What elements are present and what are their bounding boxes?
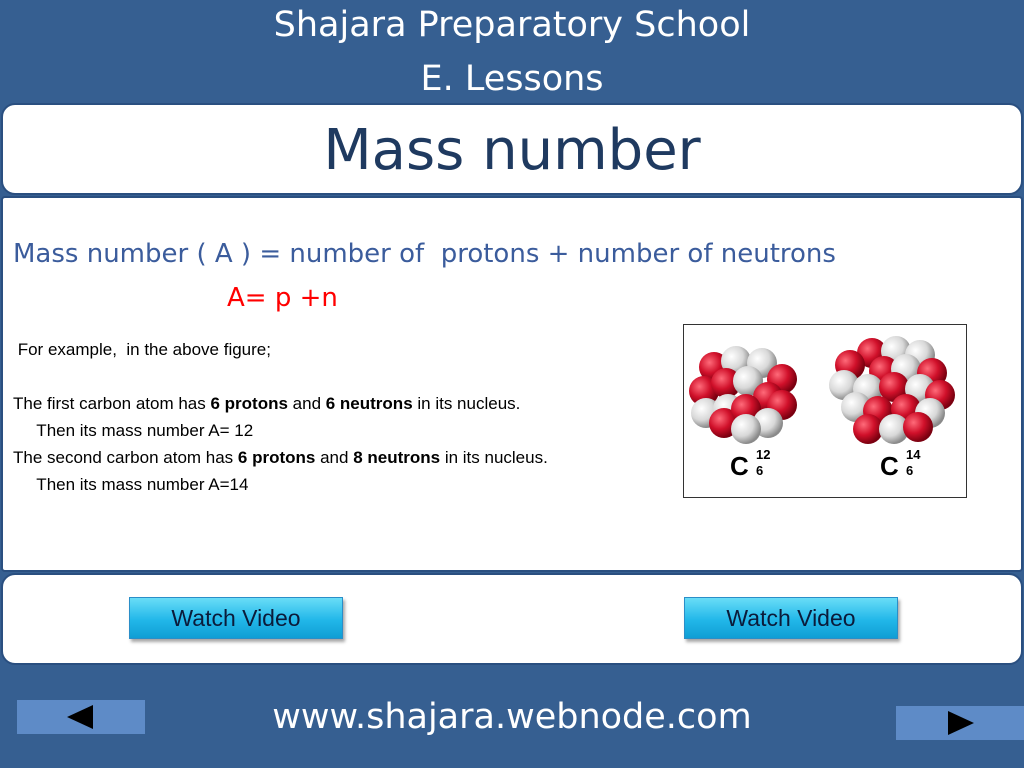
footer xyxy=(0,666,1024,768)
atom2-label xyxy=(880,447,921,481)
example-intro: For example, in the above figure; xyxy=(13,340,271,359)
atom1-neutrons: 6 neutrons xyxy=(325,394,413,413)
atom2-protons: 6 protons xyxy=(237,448,316,467)
atom1-prefix: The first carbon atom has xyxy=(13,394,211,413)
school-name: Shajara Preparatory School xyxy=(273,5,751,45)
atom2-result: Then its mass number A=14 xyxy=(13,475,249,494)
nucleus-c12 xyxy=(689,346,797,444)
atom1-label xyxy=(730,447,771,481)
previous-slide-button[interactable] xyxy=(17,700,145,734)
atom1-and: and xyxy=(287,394,326,413)
watch-video-button-1[interactable]: Watch Video xyxy=(129,597,343,639)
arrow-right-icon xyxy=(948,711,974,735)
atom2-prefix: The second carbon atom has xyxy=(13,448,238,467)
atom1-result: Then its mass number A= 12 xyxy=(13,421,254,440)
atom2-neutrons: 8 neutrons xyxy=(353,448,441,467)
atom2-symbol: C xyxy=(880,451,899,481)
arrow-left-icon xyxy=(67,705,93,729)
nucleus-c14 xyxy=(829,336,955,444)
next-slide-button[interactable] xyxy=(896,706,1024,740)
formula-short: A= p +n xyxy=(227,283,338,313)
button-panel xyxy=(1,573,1023,665)
atom2-suffix: in its nucleus. xyxy=(440,448,548,467)
atom1-protons: 6 protons xyxy=(210,394,288,413)
atom1-suffix: in its nucleus. xyxy=(412,394,521,413)
title-panel xyxy=(1,103,1023,195)
atom1-mass-number: 12 xyxy=(756,447,771,462)
atom1-symbol: C xyxy=(730,451,749,481)
footer-url[interactable]: www.shajara.webnode.com xyxy=(272,697,752,737)
header-subtitle: E. Lessons xyxy=(420,59,604,99)
atom2-description xyxy=(13,448,548,468)
atom2-and: and xyxy=(315,448,354,467)
atom2-mass-number: 14 xyxy=(906,447,921,462)
carbon-atoms-figure xyxy=(683,324,967,498)
header xyxy=(0,0,1024,102)
watch-video-button-2[interactable]: Watch Video xyxy=(684,597,898,639)
atom1-description xyxy=(13,394,520,414)
page-title: Mass number xyxy=(323,118,701,183)
atom1-atomic-number: 6 xyxy=(756,463,764,478)
formula-text: Mass number ( A ) = number of protons + number of neutrons xyxy=(13,239,836,269)
content-panel xyxy=(1,196,1023,572)
atom2-atomic-number: 6 xyxy=(906,463,914,478)
nucleus-illustration xyxy=(684,325,968,499)
